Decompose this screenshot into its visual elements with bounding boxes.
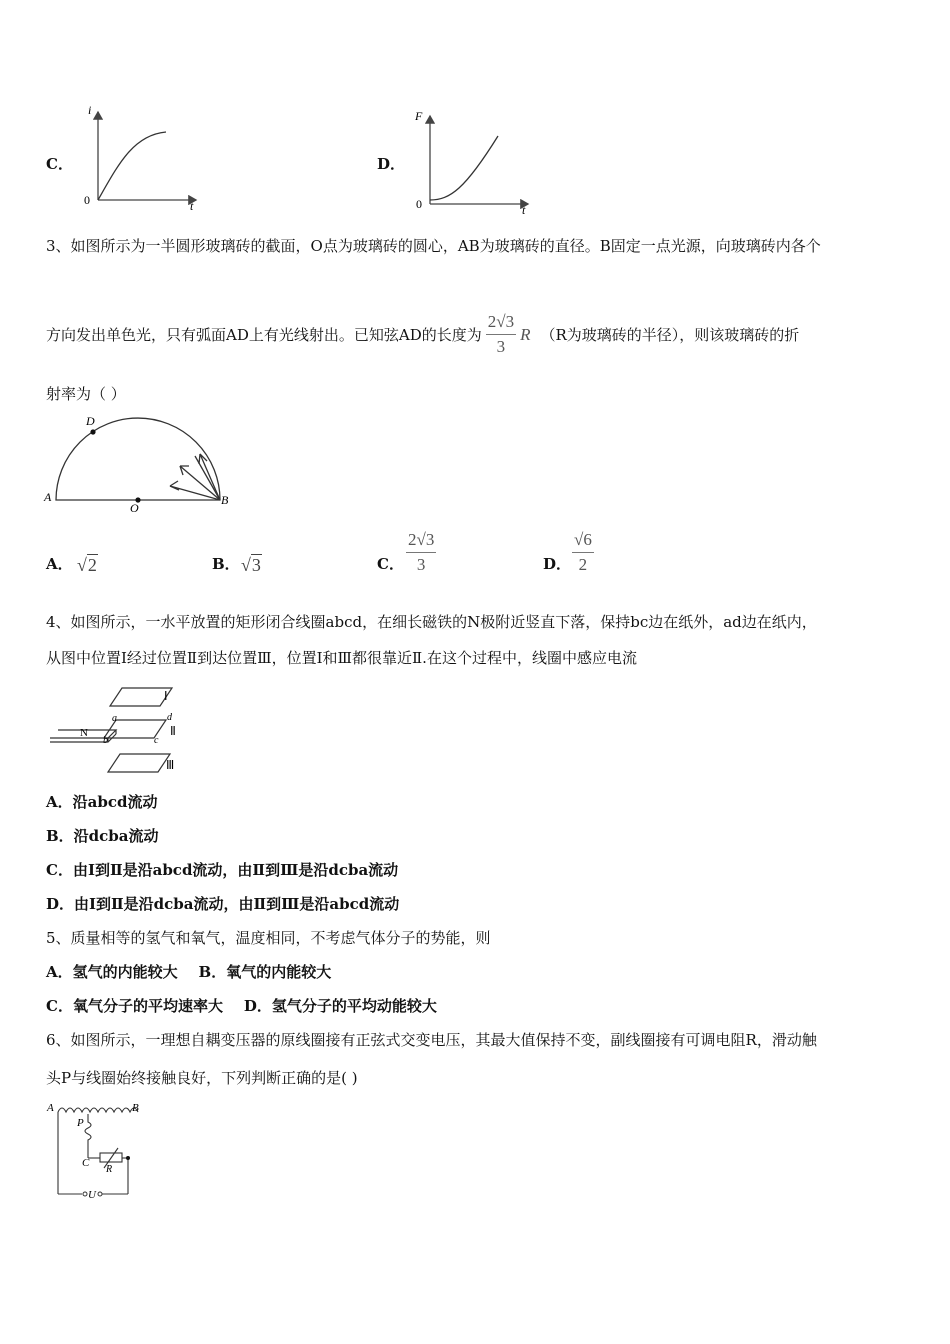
label-position-3: Ⅲ [166,758,175,772]
axis-label-f: F [415,109,423,123]
light-rays [170,454,220,500]
origin-label: 0 [84,193,90,207]
label-r: R [106,1164,113,1175]
q3-option-d-label: D． [543,555,572,573]
q5-options-cd: C．氧气分子的平均速率大 D．氢气分子的平均动能较大 [46,997,437,1015]
q2-graph-d [410,104,540,219]
fraction-denominator: 3 [496,337,506,356]
q3-option-d-value [572,530,594,575]
axis-label-t: t [522,203,526,217]
q2-graph-c [78,100,208,215]
q3-stem-line2-a: 方向发出单色光，只有弧面AD上有光线射出。已知弦AD的长度为 [46,325,482,344]
label-p: P [77,1117,84,1129]
magnet-n-label: N [80,727,88,739]
q4-option-b: B．沿dcba流动 [46,827,159,845]
point-d [90,429,95,434]
label-a: a [112,713,117,724]
q3-chord-fraction [486,312,516,357]
q3-stem-line3: 射率为（ ） [46,385,126,403]
label-c: C [82,1157,90,1169]
q3-stem-line1: 3、如图所示为一半圆形玻璃砖的截面，O点为玻璃砖的圆心，AB为玻璃砖的直径。B固定一点光源，向玻璃砖内各个 [46,237,821,255]
origin-label: 0 [416,197,422,211]
label-b: B [132,1102,139,1114]
axis-label-i: i [88,103,92,117]
label-d: D [86,414,95,428]
q3-option-a-label: A． [46,555,73,573]
q6-autotransformer-circuit [44,1098,154,1203]
q6-stem-line2: 头P与线圈始终接触良好，下列判断正确的是( ) [46,1069,358,1087]
label-position-2: Ⅱ [170,724,176,738]
fraction-numerator: 2√3 [486,312,516,335]
coil-position-1 [110,688,172,706]
label-d: d [167,712,172,723]
q4-stem-line1: 4、如图所示，一水平放置的矩形闭合线圈abcd，在细长磁铁的N极附近竖直下落，保持bc边在纸外，ad边在纸内， [46,613,817,631]
q3-stem-line2 [46,312,799,357]
label-b: b [103,735,108,746]
transformer-coil [58,1108,138,1112]
q4-option-a: A．沿abcd流动 [46,793,158,811]
label-a: A [44,490,52,504]
label-a: A [47,1102,54,1114]
q3-stem-line2-b: （R为玻璃砖的半径），则该玻璃砖的折 [540,325,800,344]
q6-stem-line1: 6、如图所示，一理想自耦变压器的原线圈接有正弦式交变电压，其最大值保持不变，副线圈接有可调电阻R，滑动触 [46,1031,817,1049]
axis-label-t: t [190,199,194,213]
q4-coil-magnet-figure [46,680,196,780]
q3-option-c-label: C． [377,555,404,573]
label-b: B [221,493,229,507]
coil-position-3 [108,754,170,772]
fraction-numerator: √6 [572,530,594,553]
q3-option-b-label: B． [212,555,240,573]
q2-option-c-label: C． [46,155,73,173]
label-position-1: Ⅰ [164,689,168,703]
q3-option-c-value [406,530,436,575]
q5-stem: 5、质量相等的氢气和氧气，温度相同，不考虑气体分子的势能，则 [46,929,491,947]
q4-stem-line2: 从图中位置Ⅰ经过位置Ⅱ到达位置Ⅲ，位置Ⅰ和Ⅲ都很靠近Ⅱ.在这个过程中，线圈中感应电流 [46,649,637,667]
label-u: U [88,1189,96,1201]
label-c: c [154,735,159,746]
q3-semicircle-figure [40,408,240,518]
fraction-denominator: 3 [416,555,426,574]
q2-option-d-label: D． [377,155,406,173]
slider-p [85,1114,91,1156]
q4-option-c: C．由Ⅰ到Ⅱ是沿abcd流动，由Ⅱ到Ⅲ是沿dcba流动 [46,861,399,879]
semicircle [56,418,220,500]
q4-option-d: D．由Ⅰ到Ⅱ是沿dcba流动，由Ⅱ到Ⅲ是沿abcd流动 [46,895,400,913]
label-o: O [130,501,139,515]
q3-option-a-value: √2 [77,555,97,575]
curve-f [430,136,498,200]
fraction-denominator: 2 [578,555,588,574]
curve-i [98,132,166,200]
fraction-variable: R [520,324,531,344]
fraction-numerator: 2√3 [406,530,436,553]
q5-options-ab: A．氢气的内能较大 B．氧气的内能较大 [46,963,332,981]
q3-option-b-value: √3 [241,555,261,575]
